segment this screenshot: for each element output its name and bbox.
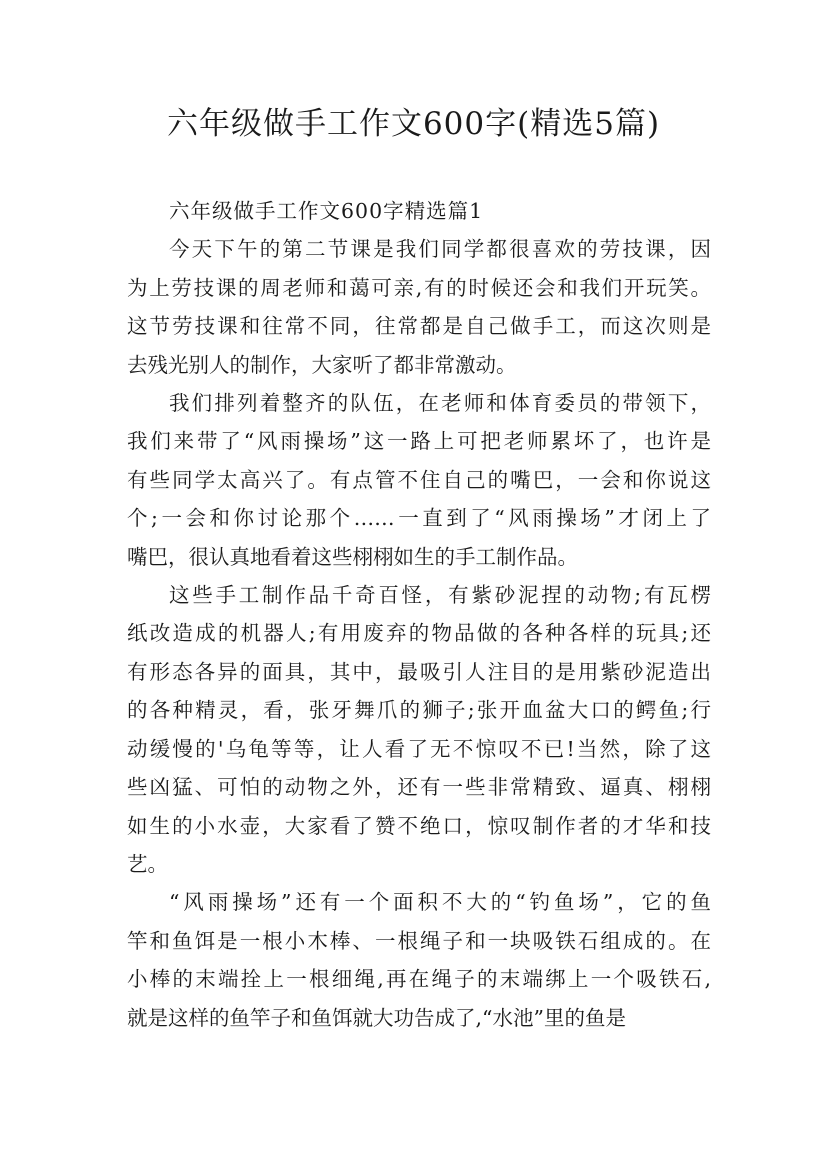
text-line: 有些同学太高兴了。有点管不住自己的嘴巴，一会和你说这 (127, 467, 711, 492)
paragraph (127, 883, 711, 1037)
text-line: 竿和鱼饵是一根小木棒、一根绳子和一块吸铁石组成的。在 (127, 928, 711, 953)
paragraph-list (127, 230, 711, 1037)
text-line: “风雨操场”还有一个面积不大的“钓鱼场”，它的鱼 (169, 890, 711, 915)
section-heading: 六年级做手工作文600字精选篇1 (169, 199, 484, 223)
text-line: 个;一会和你讨论那个……一直到了“风雨操场”才闭上了 (127, 506, 711, 531)
text-line: 这节劳技课和往常不同，往常都是自己做手工，而这次则是 (127, 314, 711, 339)
document-title: 六年级做手工作文600字(精选5篇) (166, 106, 661, 142)
paragraph (127, 230, 711, 384)
text-line: 我们排列着整齐的队伍，在老师和体育委员的带领下， (169, 391, 711, 416)
text-line: 为上劳技课的周老师和蔼可亲,有的时候还会和我们开玩笑。 (127, 275, 711, 300)
text-line: 动缓慢的'乌龟等等，让人看了无不惊叹不已!当然，除了这 (127, 736, 711, 761)
text-line: 去残光别人的制作，大家听了都非常激动。 (127, 352, 517, 377)
text-line: 艺。 (127, 851, 168, 876)
text-line: 就是这样的鱼竿子和鱼饵就大功告成了,“水池”里的鱼是 (127, 1005, 626, 1030)
text-line: 的各种精灵，看，张牙舞爪的狮子;张开血盆大口的鳄鱼;行 (127, 698, 711, 723)
text-line: 纸改造成的机器人;有用废弃的物品做的各种各样的玩具;还 (127, 621, 711, 646)
text-line: 些凶猛、可怕的动物之外，还有一些非常精致、逼真、栩栩 (127, 775, 711, 800)
text-line: 这些手工制作品千奇百怪，有紫砂泥捏的动物;有瓦楞 (169, 583, 711, 608)
paragraph (127, 384, 711, 576)
text-line: 小棒的末端拴上一根细绳,再在绳子的末端绑上一个吸铁石, (127, 967, 711, 992)
text-line: 我们来带了“风雨操场”这一路上可把老师累坏了，也许是 (127, 429, 711, 454)
text-line: 有形态各异的面具，其中，最吸引人注目的是用紫砂泥造出 (127, 659, 711, 684)
document-body (127, 192, 711, 1037)
text-line: 嘴巴，很认真地看着这些栩栩如生的手工制作品。 (127, 544, 578, 569)
paragraph (127, 576, 711, 883)
text-line: 今天下午的第二节课是我们同学都很喜欢的劳技课，因 (169, 237, 711, 262)
text-line: 如生的小水壶，大家看了赞不绝口，惊叹制作者的才华和技 (127, 813, 711, 838)
